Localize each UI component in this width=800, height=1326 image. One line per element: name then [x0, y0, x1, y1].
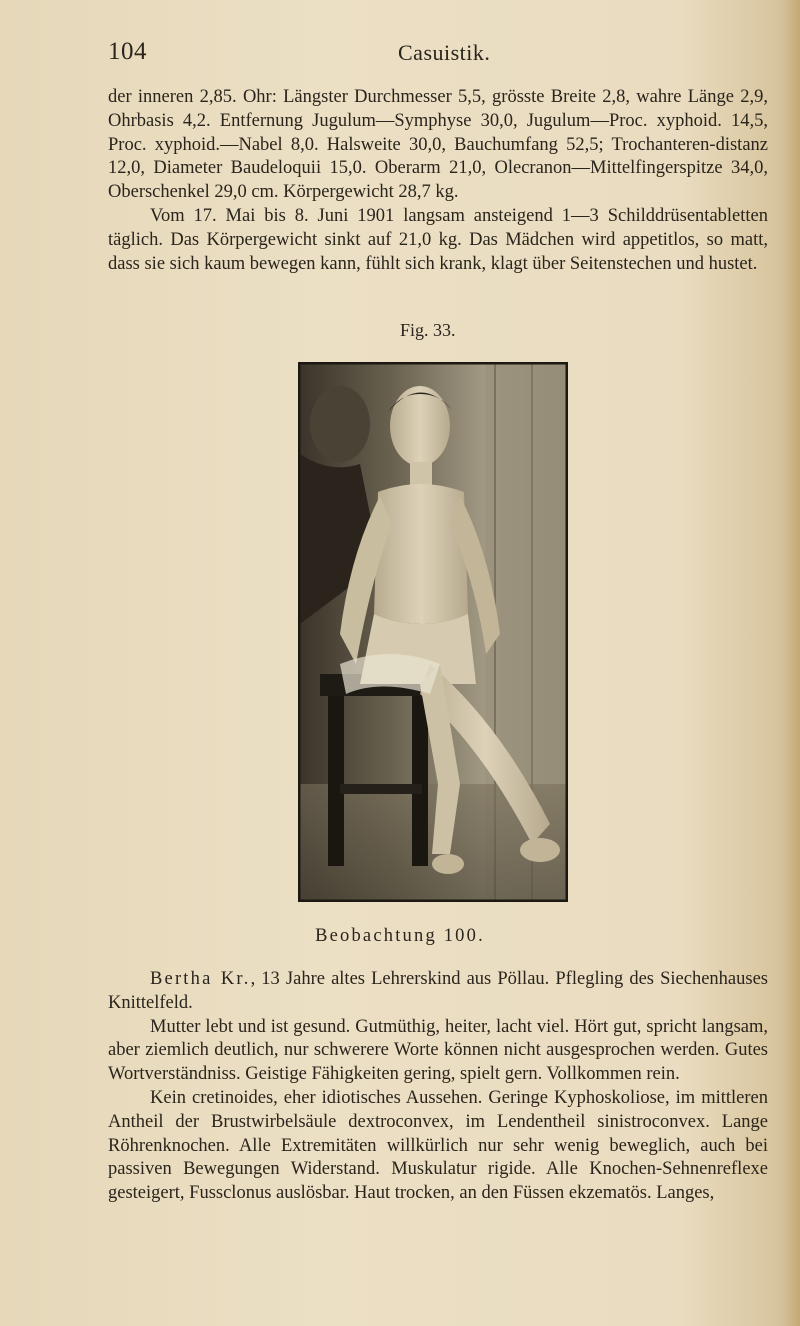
observation-heading: Beobachtung 100. [315, 926, 485, 946]
paragraph-measurements: der inneren 2,85. Ohr: Längster Durchmesser 5,5, grösste Breite 2,8, wahre Länge 2,9, Ohrbasis 4,2. Entfernung Jugulum—Symphyse 30,0, Jugulum—Proc. xyphoid. 14,5, Proc. xyphoid.—Nabel 8,0. Halsweite 30,0, Bauchumfang 52,5; Trochanteren-distanz 12,0, Diameter Baudeloquii 15,0. Oberarm 21,0, Olecranon—Mittelfingerspitze 34,0, Oberschenkel 29,0 cm. Körpergewicht 28,7 kg. [108, 87, 768, 203]
top-text-block [108, 86, 768, 276]
observation-text-block [108, 968, 768, 1206]
running-title: Casuistik. [398, 40, 491, 65]
paragraph-treatment: Vom 17. Mai bis 8. Juni 1901 langsam ansteigend 1—3 Schilddrüsentabletten täglich. Das Körpergewicht sinkt auf 21,0 kg. Das Mädchen wird appetitlos, so matt, dass sie sich kaum bewegen kann, fühlt sich krank, klagt über Seitenstechen und hustet. [108, 205, 768, 274]
page-edge-shadow [786, 0, 800, 1326]
page-header [108, 38, 766, 68]
paragraph-patient-intro [108, 968, 768, 1016]
figure-caption: Fig. 33. [400, 320, 456, 340]
patient-photograph [298, 362, 568, 902]
patient-details: , 13 Jahre altes Lehrerskind aus Pöllau. Pflegling des Siechenhauses Knittelfeld. [108, 969, 768, 1013]
paragraph-findings: Kein cretinoides, eher idiotisches Aussehen. Geringe Kyphoskoliose, im mittleren Antheil der Brustwirbelsäule dextroconvex, im Lendentheil sinistroconvex. Lange Röhrenknochen. Alle Extremitäten willkürlich nur sehr wenig beweglich, auch bei passiven Bewegungen Widerstand. Muskulatur rigide. Alle Knochen-Sehnenreflexe gesteigert, Fussclonus auslösbar. Haut trocken, an den Füssen ekzematös. Langes, [108, 1087, 768, 1204]
paragraph-history: Mutter lebt und ist gesund. Gutmüthig, heiter, lacht viel. Hört gut, spricht langsam, aber ziemlich deutlich, nur schwerere Worte können nicht ausgesprochen werden. Gutes Wortverständniss. Geistige Fähigkeiten gering, spielt gern. Vollkommen rein. [108, 1016, 768, 1085]
patient-name: Bertha Kr. [150, 969, 251, 989]
photograph-image [300, 364, 566, 900]
page-number: 104 [108, 38, 147, 65]
